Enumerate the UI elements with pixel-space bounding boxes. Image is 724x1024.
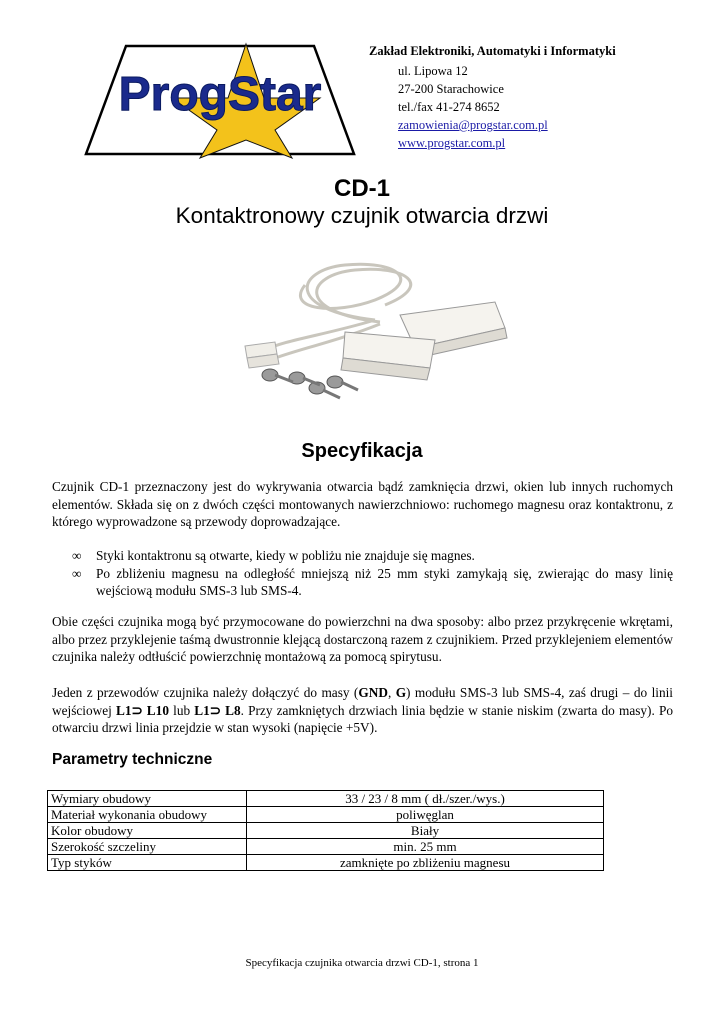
list-item: ∞ Po zbliżeniu magnesu na odległość mniejszą niż 25 mm styki zamykają się, zwierając do masy linię wejściową modułu SMS-3 lub SMS-4. [52, 565, 673, 600]
logo-text: ProgStar [118, 68, 322, 121]
street: ul. Lipowa 12 [398, 64, 468, 78]
mounting-paragraph: Obie części czujnika mogą być przymocowane do powierzchni na dwa sposoby: albo przez przykręcenie wkrętami, albo przez przyklejenie taśmą dwustronnie klejącą dostarczoną razem z czujnikiem. Przed przyklejeniem elementów czujnika należy odtłuścić powierzchnię montażową za pomocą spirytusu. [52, 614, 673, 664]
feature-list [52, 547, 673, 600]
params-heading: Parametry techniczne [52, 751, 213, 768]
table-row: Wymiary obudowy 33 / 23 / 8 mm ( dł./szer./wys.) [48, 791, 604, 807]
wiring-paragraph: Jeden z przewodów czujnika należy dołączyć do masy (GND, G) modułu SMS-3 lub SMS-4, zaś drugi – do linii wejściowej L1⊃ L10 lub L1⊃ L8. Przy zamkniętych drzwiach linia będzie w stanie niskim (zwarta do masy). Po otwarciu drzwi linia przejdzie w stan wysoki (napięcie +5V). [52, 685, 674, 735]
spec-heading: Specyfikacja [301, 440, 423, 462]
product-photo [225, 250, 515, 410]
page-footer: Specyfikacja czujnika otwarcia drzwi CD-1, strona 1 [245, 957, 479, 969]
progstar-logo [78, 40, 362, 160]
table-row: Materiał wykonania obudowy poliwęglan [48, 807, 604, 823]
company-address [398, 62, 548, 152]
table-row: Szerokość szczeliny min. 25 mm [48, 839, 604, 855]
intro-paragraph: Czujnik CD-1 przeznaczony jest do wykrywania otwarcia bądź zamknięcia drzwi, okien lub innych ruchomych elementów. Składa się on z dwóch części montowanych nawierzchniowo: ruchomego magnesu oraz kontaktronu, z którego wyprowadzone są przewody doprowadzające. [52, 479, 673, 529]
bullet-marker: ∞ [72, 565, 82, 581]
bullet-marker: ∞ [72, 548, 82, 563]
email-link[interactable]: zamowienia@progstar.com.pl [398, 118, 548, 132]
table-row: Typ styków zamknięte po zbliżeniu magnesu [48, 855, 604, 871]
website-link[interactable]: www.progstar.com.pl [398, 136, 506, 150]
company-name: Zakład Elektroniki, Automatyki i Informatyki [369, 44, 616, 58]
phone: tel./fax 41-274 8652 [398, 100, 500, 114]
table-row: Kolor obudowy Biały [48, 823, 604, 839]
params-table [47, 790, 604, 871]
city: 27-200 Starachowice [398, 82, 504, 96]
product-name: Kontaktronowy czujnik otwarcia drzwi [175, 203, 549, 228]
product-code: CD-1 [333, 175, 390, 202]
list-item: ∞ Styki kontaktronu są otwarte, kiedy w pobliżu nie znajduje się magnes. [52, 547, 673, 565]
